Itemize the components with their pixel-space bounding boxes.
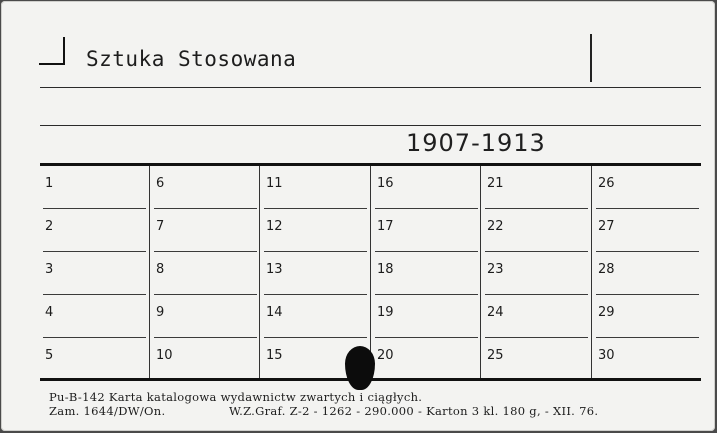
grid-cell [372,166,480,209]
footer-print-info: W.Z.Graf. Z-2 - 1262 - 290.000 - Karton 3 kl. 180 g, - XII. 76. [229,404,599,418]
divider [40,125,701,126]
cell-number: 15 [266,348,283,363]
cell-number: 8 [156,262,165,277]
grid-cell [372,252,480,295]
grid-cell [151,209,259,252]
grid-cell [151,338,259,381]
cell-number: 25 [487,348,504,363]
column-separator [370,166,371,378]
grid-cell [40,338,148,381]
grid-cell [261,209,369,252]
grid-cell [40,295,148,338]
grid-cell [261,295,369,338]
grid-cell [40,209,148,252]
cell-number: 5 [45,348,54,363]
column-separator [259,166,260,378]
grid-cell [151,295,259,338]
cell-number: 13 [266,262,283,277]
cell-number: 17 [377,219,394,234]
grid-column [480,166,591,378]
cell-number: 9 [156,305,165,320]
cell-number: 16 [377,176,394,191]
cell-number: 18 [377,262,394,277]
grid-cell [261,252,369,295]
grid-cell [593,252,701,295]
grid-column [149,166,259,378]
grid-column [40,166,149,378]
column-separator [591,166,592,378]
cell-number: 12 [266,219,283,234]
column-separator [149,166,150,378]
grid-column [370,166,480,378]
cell-number: 14 [266,305,283,320]
cell-number: 10 [156,348,173,363]
cell-number: 11 [266,176,283,191]
grid-cell [593,295,701,338]
cell-number: 2 [45,219,54,234]
grid-cell [40,166,148,209]
cell-number: 19 [377,305,394,320]
column-separator [480,166,481,378]
grid-cell [482,166,590,209]
cell-number: 23 [487,262,504,277]
grid-cell [261,166,369,209]
grid-cell [482,295,590,338]
grid-cell [40,252,148,295]
grid-cell [372,209,480,252]
grid-cell [593,338,701,381]
year-range: 1907-1913 [406,129,546,157]
cell-number: 4 [45,305,54,320]
grid-cell [593,166,701,209]
grid-cell [151,252,259,295]
grid-cell [151,166,259,209]
grid-cell [482,252,590,295]
cell-number: 3 [45,262,54,277]
catalog-card [1,1,715,431]
grid-cell [372,338,480,381]
punch-hole [345,346,375,390]
corner-tick-mark [39,37,65,65]
cell-number: 21 [487,176,504,191]
footer-order: Zam. 1644/DW/On. [49,404,166,418]
cell-number: 27 [598,219,615,234]
cell-number: 22 [487,219,504,234]
grid-cell [482,209,590,252]
cell-number: 20 [377,348,394,363]
cell-number: 26 [598,176,615,191]
grid-cell [372,295,480,338]
grid-cell [593,209,701,252]
cell-number: 1 [45,176,54,191]
divider [40,87,701,88]
cell-number: 28 [598,262,615,277]
cell-number: 29 [598,305,615,320]
grid-column [259,166,370,378]
cell-number: 24 [487,305,504,320]
card-title: Sztuka Stosowana [86,47,297,71]
cell-number: 7 [156,219,165,234]
grid-column [591,166,701,378]
cell-number: 6 [156,176,165,191]
right-marker-line [590,34,592,82]
footer-line-1: Pu-B-142 Karta katalogowa wydawnictw zwartych i ciągłych. [49,390,423,404]
grid-cell [482,338,590,381]
cell-number: 30 [598,348,615,363]
